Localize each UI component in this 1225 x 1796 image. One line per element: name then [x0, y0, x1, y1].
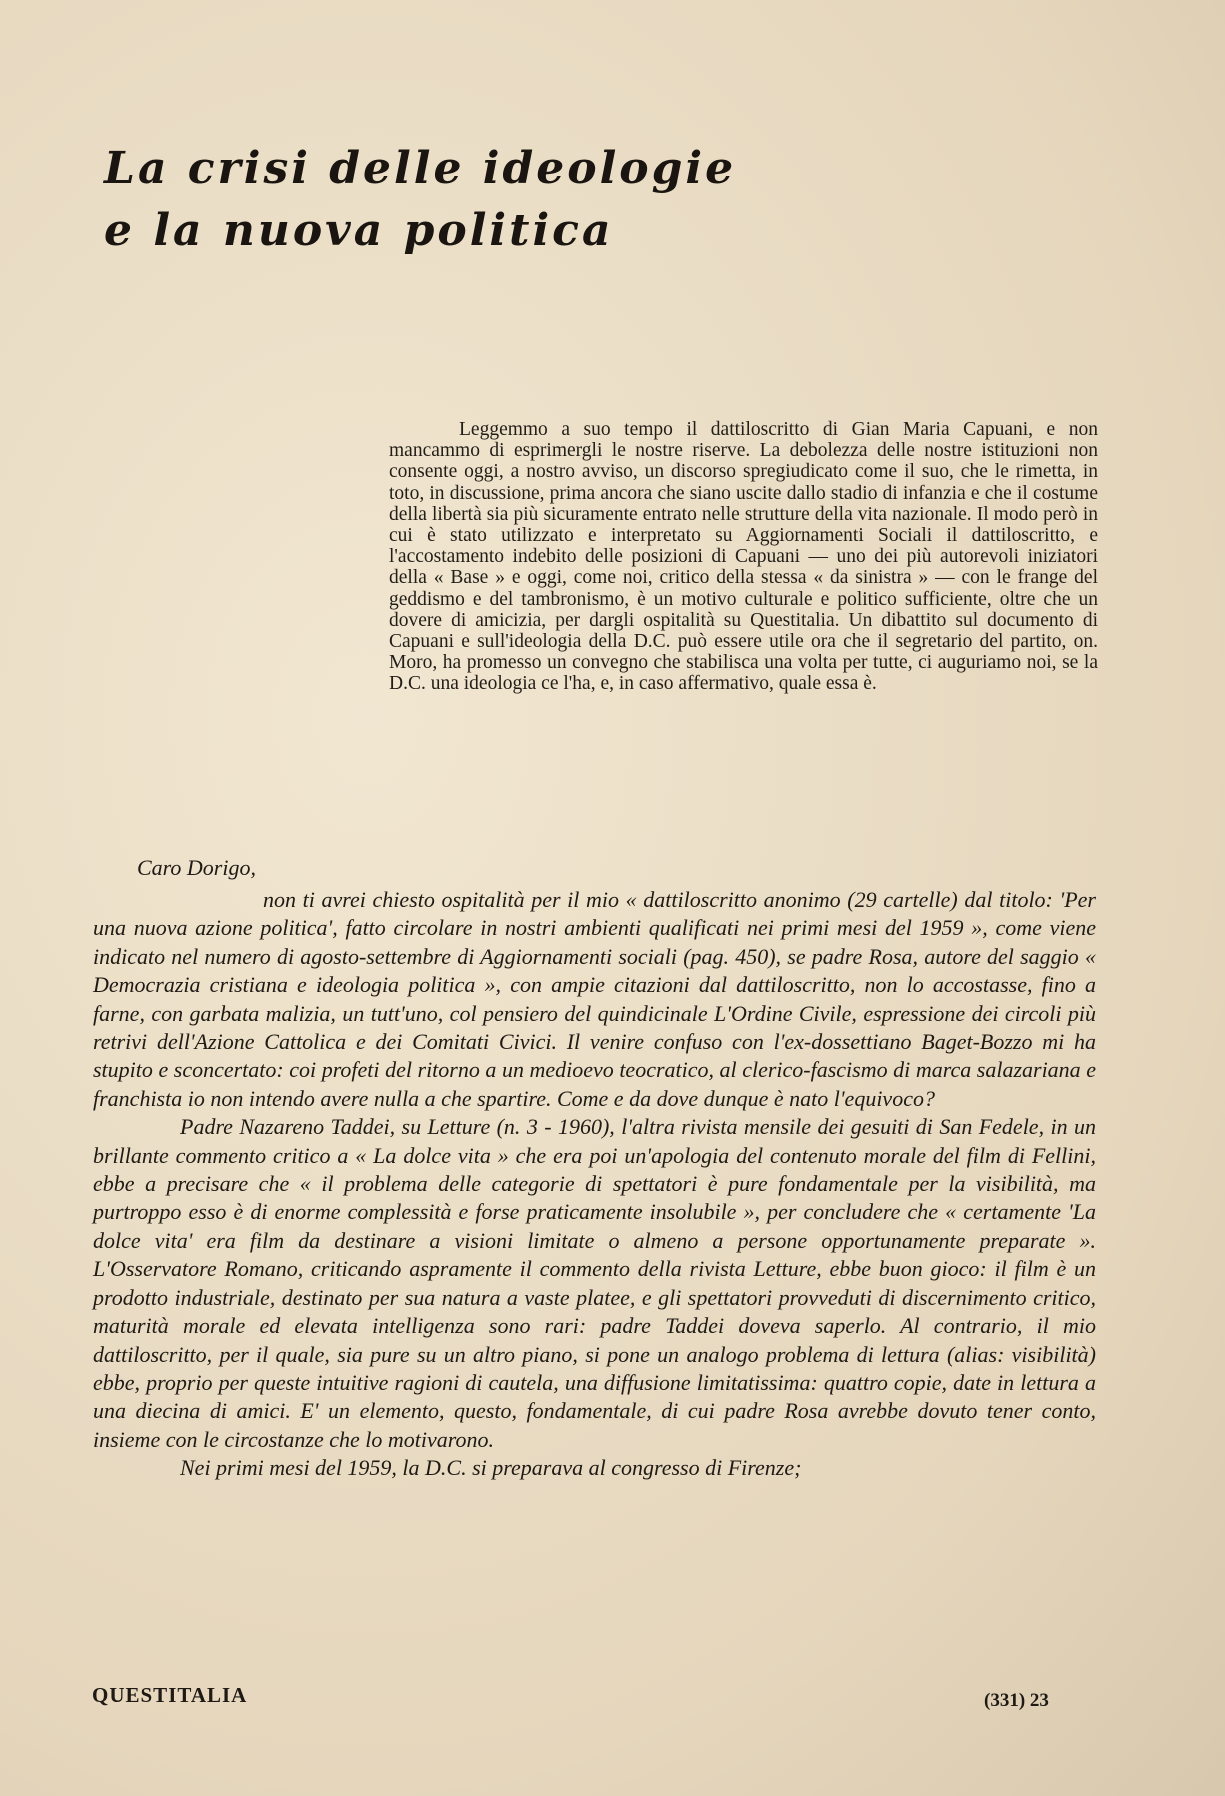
title-line-2: e la nuova politica [104, 205, 614, 256]
salutation: Caro Dorigo, [137, 855, 256, 880]
editorial-intro: Leggemmo a suo tempo il dattiloscritto di Gian Maria Capuani, e non mancammo di esprimergli le nostre riserve. La debolezza delle nostre istituzioni non consente oggi, a nostro avviso, un discorso spregiudicato come il suo, che le rimetta, in toto, in discussione, prima ancora che siano uscite dallo stadio di infanzia e che il costume della libertà sia più sicuramente entrato nelle strutture della vita nazionale. Il modo però in cui è stato utilizzato e interpretato su Aggiornamenti Sociali il dattiloscritto, e l'accostamento indebito delle posizioni di Capuani — uno dei più autorevoli iniziatori della « Base » e oggi, come noi, critico della stessa « da sinistra » — con le frange del geddismo e del tambronismo, è un motivo culturale e politico sufficiente, oltre che un dovere di amicizia, per dargli ospitalità su Questitalia. Un dibattito sul documento di Capuani e sull'ideologia della D.C. può essere utile ora che il segretario del partito, on. Moro, ha promesso un convegno che stabilisca una volta per tutte, ci auguriamo noi, se la D.C. una ideologia ce l'ha, e, in caso affermativo, quale essa è. [389, 419, 1098, 695]
letter-paragraph: Padre Nazareno Taddei, su Letture (n. 3 - 1960), l'altra rivista mensile dei gesuiti di San Fedele, in un brillante commento critico a « La dolce vita » che era poi un'apologia del contenuto morale del film di Fellini, ebbe a precisare che « il problema delle categorie di spettatori è pure fondamentale per la visibilità, ma purtroppo esso è di enorme complessità e forse praticamente insolubile », per concludere che « certamente 'La dolce vita' era film da destinare a visioni limitate o almeno a persone opportunamente preparate ». L'Osservatore Romano, criticando aspramente il commento della rivista Letture, ebbe buon gioco: il film è un prodotto industriale, destinato per sua natura a vaste platee, e gli spettatori provveduti di discernimento critico, maturità morale ed elevata intelligenza sono rari: padre Taddei doveva saperlo. Al contrario, il mio dattiloscritto, per il quale, sia pure su un altro piano, si pone un analogo problema di lettura (alias: visibilità) ebbe, proprio per queste intuitive ragioni di cautela, una diffusione limitatissima: quattro copie, date in lettura a una diecina di amici. E' un elemento, questo, fondamentale, di cui padre Rosa avrebbe dovuto tener conto, insieme con le circostanze che lo motivarono. [93, 1114, 1096, 1452]
journal-name: QUESTITALIA [92, 1683, 248, 1707]
article-title [104, 138, 804, 262]
letter-paragraph: Nei primi mesi del 1959, la D.C. si preparava al congresso di Firenze; [180, 1455, 802, 1481]
letter-paragraph: non ti avrei chiesto ospitalità per il mio « dattiloscritto anonimo (29 cartelle) dal titolo: 'Per una nuova azione politica', fatto circolare in nostri ambienti qualificati nei primi mesi del 1959 », come viene indicato nel numero di agosto-settembre di Aggiornamenti sociali (pag. 450), se padre Rosa, autore del saggio « Democrazia cristiana e ideologia politica », con ampie citazioni dal dattiloscritto, non lo accostasse, fino a farne, con garbata malizia, un tutt'uno, col pensiero del quindicinale L'Ordine Civile, espressione dei circoli più retrivi dell'Azione Cattolica e dei Comitati Civici. Il venire confuso con l'ex-dossettiano Baget-Bozzo mi ha stupito e sconcertato: coi profeti del ritorno a un medioevo teocratico, al clerico-fascismo di marca salazariana e franchista io non intendo avere nulla a che spartire. Come e da dove dunque è nato l'equivoco? [93, 887, 1096, 1111]
page-number: (331) 23 [984, 1690, 1049, 1711]
title-line-1: La crisi delle ideologie [104, 143, 737, 194]
letter-body [93, 886, 1096, 1483]
